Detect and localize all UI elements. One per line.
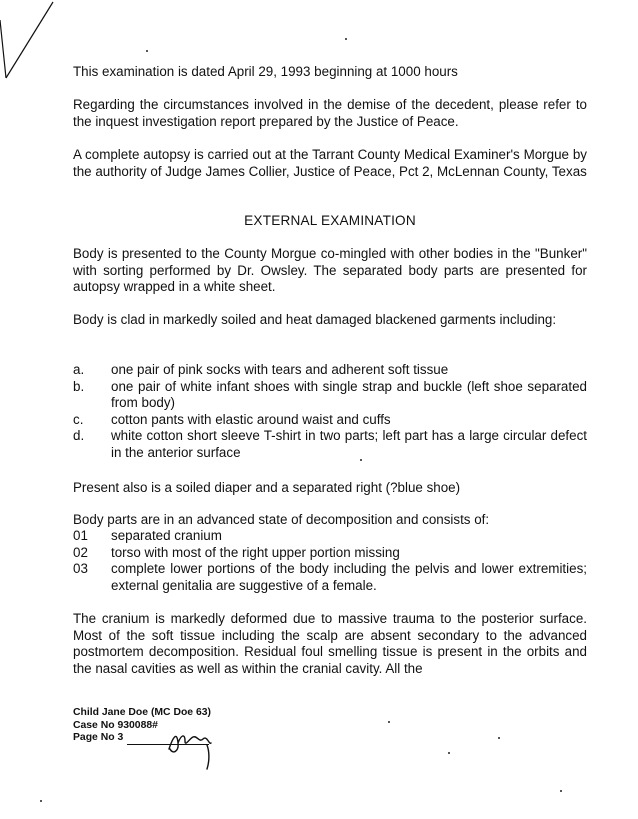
scan-speck — [146, 50, 148, 52]
list-item-text: separated cranium — [111, 528, 222, 543]
list-marker: b. — [73, 378, 85, 394]
body-parts-list — [73, 528, 587, 594]
handwritten-signature — [163, 725, 225, 771]
list-item — [73, 362, 587, 379]
list-item-text: torso with most of the right upper portion missing — [111, 544, 400, 560]
body-presented-paragraph: Body is presented to the County Morgue co-mingled with other bodies in the "Bunker" with sorting performed by Dr. Owsley. The separated body parts are presented for autopsy wrapped in a white sheet. — [73, 246, 587, 294]
scan-speck — [345, 38, 347, 40]
corner-scan-line — [0, 0, 70, 90]
scan-speck — [40, 800, 42, 802]
autopsy-location-paragraph: A complete autopsy is carried out at the Tarrant County Medical Examiner's Morgue by the authority of Judge James Collier, Justice of Peace, Pct 2, McLennan County, Texas — [73, 147, 587, 179]
list-marker: 02 — [73, 544, 88, 560]
list-item-text: one pair of pink socks with tears and adherent soft tissue — [111, 362, 449, 377]
list-marker: c. — [73, 411, 84, 427]
scan-speck — [388, 721, 390, 723]
section-heading: EXTERNAL EXAMINATION — [244, 213, 416, 228]
list-item-text: white cotton short sleeve T-shirt in two parts; left part has a large circular defect in the anterior surface — [111, 428, 587, 460]
cranium-paragraph: The cranium is markedly deformed due to massive trauma to the posterior surface. Most of the soft tissue including the scalp are absent secondary to the advanced postmortem decomposition. Residual foul smelling tissue is present in the orbits and the nasal cavities as well as within the cranial cavity. All the — [73, 611, 587, 676]
list-marker: a. — [73, 362, 85, 377]
garments-list — [73, 362, 587, 461]
list-item — [73, 428, 587, 461]
list-item — [73, 528, 587, 545]
scan-speck — [360, 459, 362, 461]
footer-case-number: Case No 930088# — [73, 719, 158, 731]
circumstances-paragraph: Regarding the circumstances involved in the demise of the decedent, please refer to the inquest investigation report prepared by the Justice of Peace. — [73, 97, 587, 129]
scan-speck — [448, 752, 450, 754]
scan-speck — [560, 790, 562, 792]
list-marker: 03 — [73, 561, 88, 576]
list-item — [73, 545, 587, 562]
list-item — [73, 412, 587, 429]
list-item-text: one pair of white infant shoes with single strap and buckle (left shoe separated from body) — [111, 378, 587, 410]
list-item-text: complete lower portions of the body including the pelvis and lower extremities; external genitalia are suggestive of a female. — [111, 561, 587, 593]
footer-page-number: Page No 3 — [73, 732, 124, 743]
list-item-text: cotton pants with elastic around waist and cuffs — [111, 411, 391, 427]
list-item — [73, 379, 587, 412]
footer-case-name: Child Jane Doe (MC Doe 63) — [73, 707, 211, 718]
present-also-paragraph: Present also is a soiled diaper and a separated right (?blue shoe) — [73, 480, 461, 495]
body-clad-paragraph: Body is clad in markedly soiled and heat damaged blackened garments including: — [73, 312, 557, 327]
list-item — [73, 561, 587, 594]
body-parts-intro-paragraph: Body parts are in an advanced state of decomposition and consists of: — [73, 512, 490, 527]
list-marker: d. — [73, 428, 85, 443]
list-marker: 01 — [73, 528, 88, 543]
exam-date-paragraph: This examination is dated April 29, 1993 beginning at 1000 hours — [73, 64, 458, 79]
scan-speck — [498, 737, 500, 739]
